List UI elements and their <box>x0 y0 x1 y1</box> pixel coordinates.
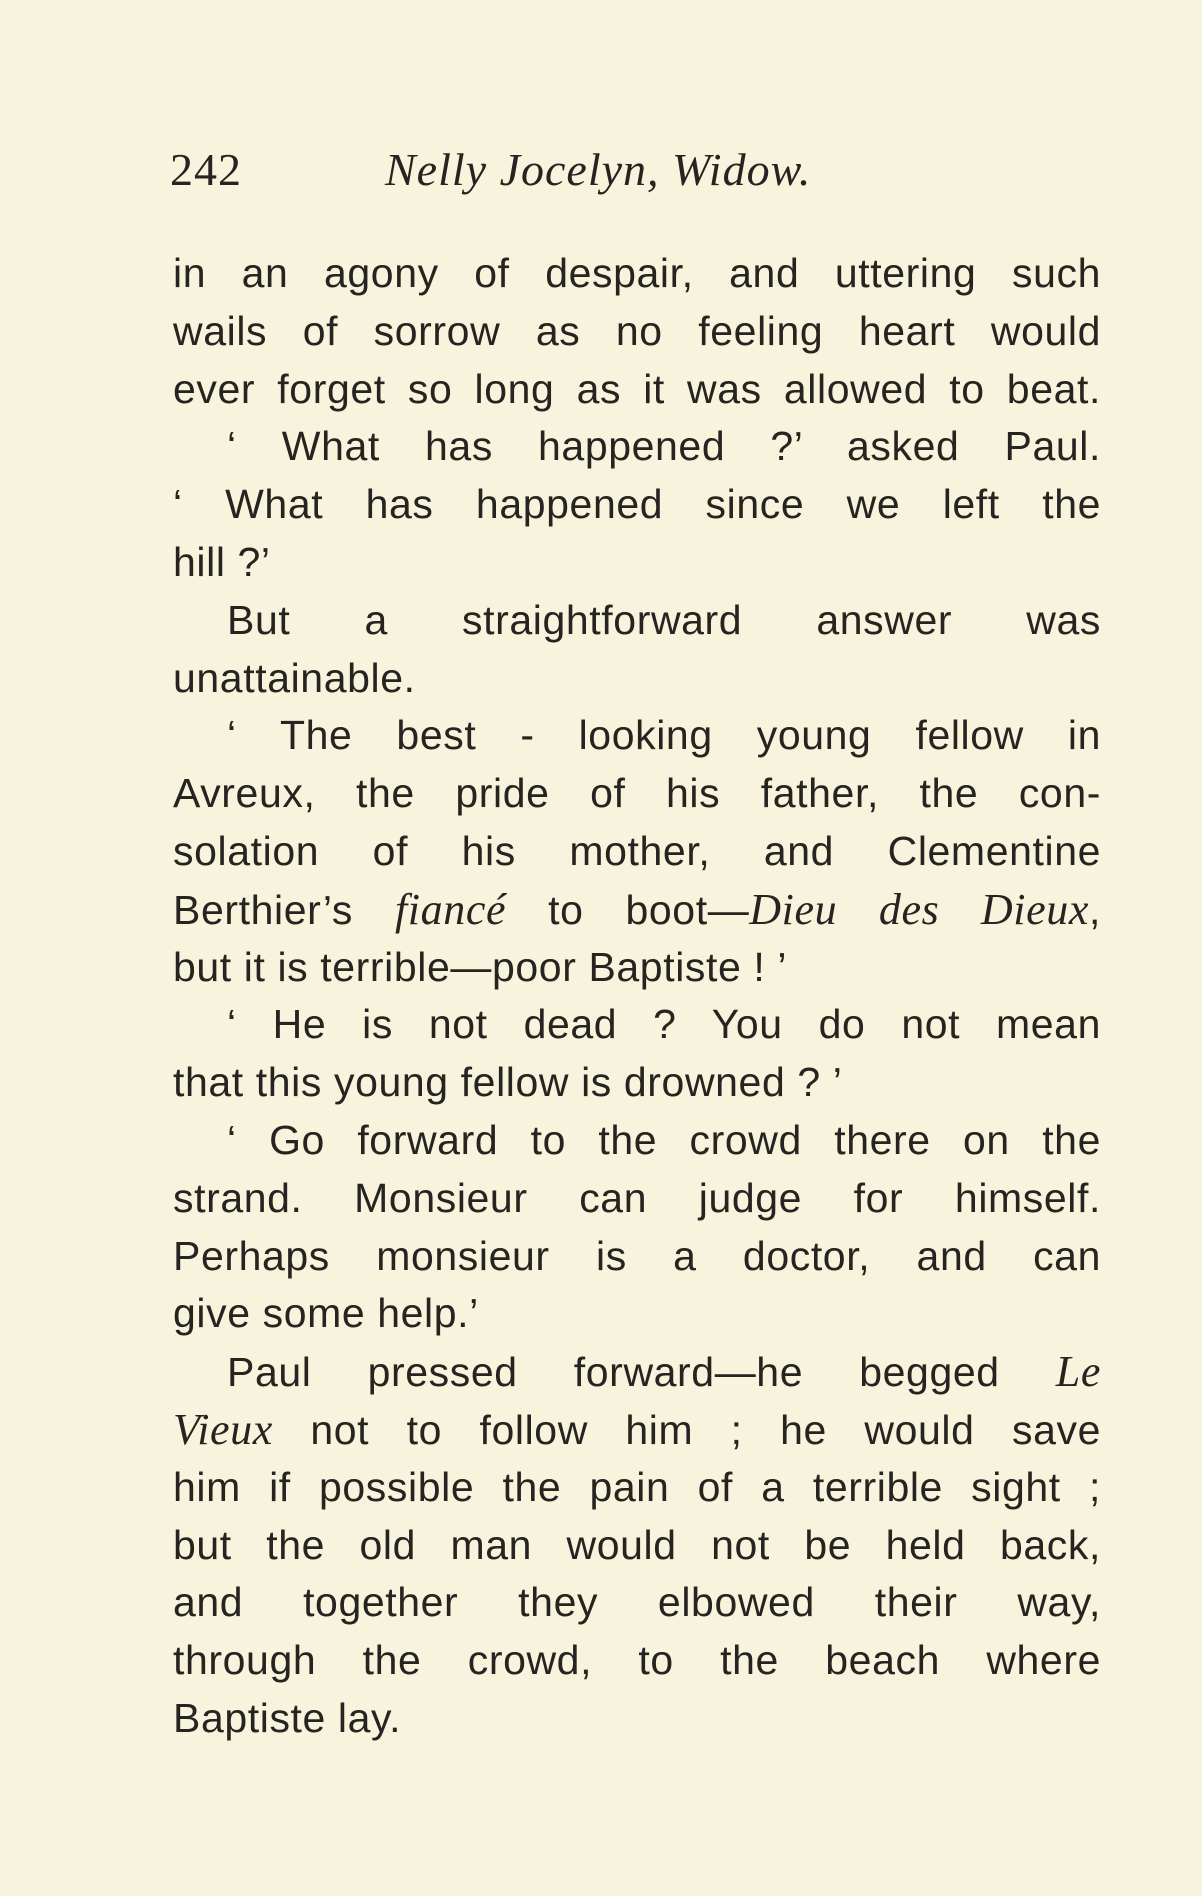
text-line: ever forget so long as it was allowed to beat. <box>173 365 1101 412</box>
text-line: Avreux, the pride of his father, the con- <box>173 770 1101 817</box>
page-number: 242 <box>170 144 242 195</box>
text-line: Paul pressed forward—he begged Le <box>227 1347 1101 1397</box>
text-line: But a straightforward answer was <box>227 596 1101 643</box>
text-line: solation of his mother, and Clementine <box>173 827 1101 874</box>
text-line: in an agony of despair, and uttering such <box>173 250 1101 296</box>
text-line: give some help.’ <box>173 1290 479 1337</box>
text-line: unattainable. <box>173 654 416 701</box>
text-line: and together they elbowed their way, <box>173 1579 1101 1626</box>
text-line: him if possible the pain of a terrible sight ; <box>173 1463 1101 1510</box>
text-line: Baptiste lay. <box>173 1694 402 1741</box>
text-line: that this young fellow is drowned ? ’ <box>173 1059 843 1106</box>
text-line: ‘ What has happened ?’ asked Paul. <box>227 423 1101 470</box>
text-line: ‘ He is not dead ? You do not mean <box>227 1001 1101 1048</box>
text-line: but the old man would not be held back, <box>173 1521 1101 1568</box>
text-line: strand. Monsieur can judge for himself. <box>173 1174 1101 1221</box>
text-line: ‘ The best - looking young fellow in <box>227 712 1101 759</box>
text-line: through the crowd, to the beach where <box>173 1637 1101 1684</box>
text-line: ‘ What has happened since we left the <box>173 481 1101 528</box>
text-line: wails of sorrow as no feeling heart would <box>173 307 1101 354</box>
text-line: Perhaps monsieur is a doctor, and can <box>173 1232 1101 1279</box>
text-line: hill ?’ <box>173 538 271 585</box>
running-title: Nelly Jocelyn, Widow. <box>385 144 812 195</box>
text-line: Berthier’s fiancé to boot—Dieu des Dieux, <box>173 884 1101 934</box>
body-text <box>173 245 1101 1748</box>
text-line: ‘ Go forward to the crowd there on the <box>227 1116 1101 1163</box>
text-line: but it is terrible—poor Baptiste ! ’ <box>173 943 788 990</box>
text-line: Vieux not to follow him ; he would save <box>173 1404 1101 1454</box>
running-head <box>170 140 930 200</box>
